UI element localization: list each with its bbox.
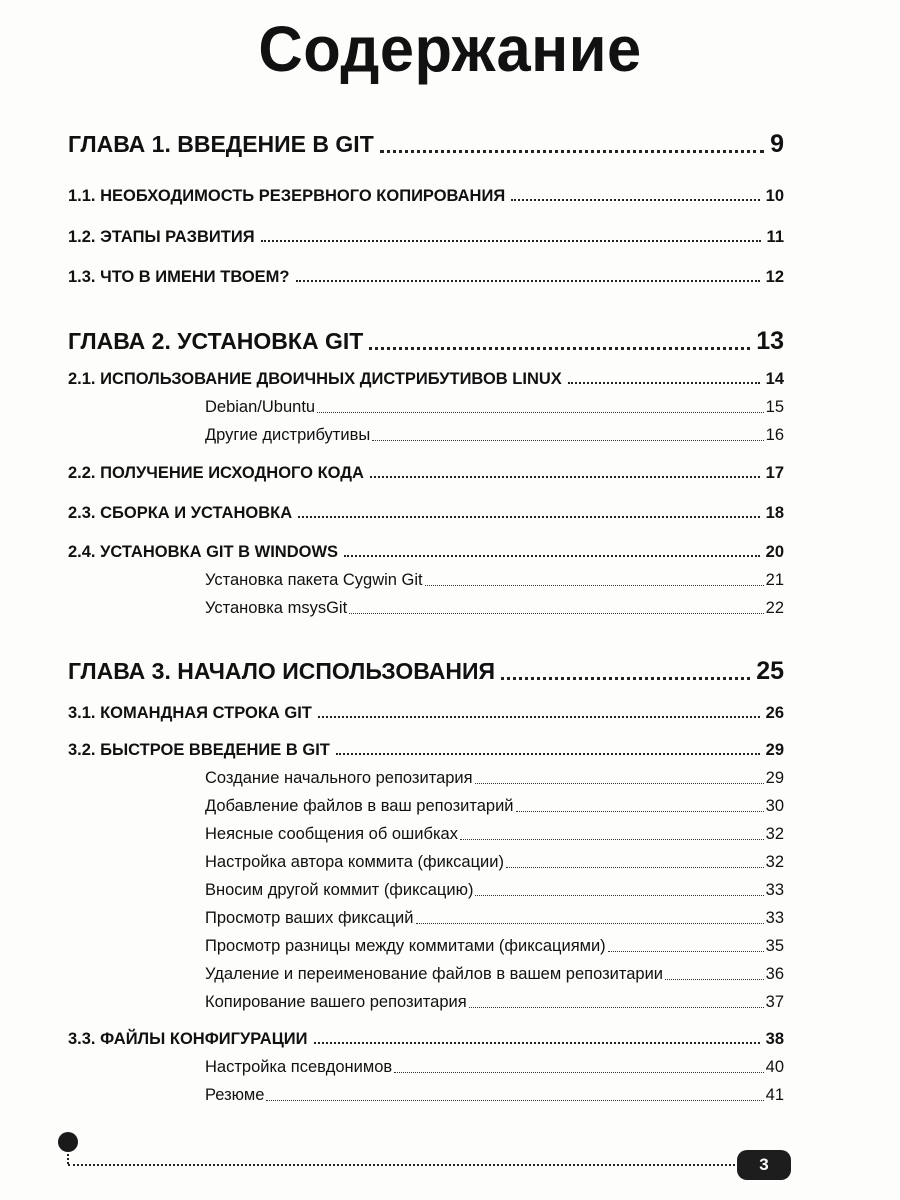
toc-page-number: 37 <box>765 993 784 1011</box>
toc-entry-title: Копирование вашего репозитария <box>205 993 467 1011</box>
dot-leader <box>296 279 760 282</box>
toc-page-number: 21 <box>765 571 784 589</box>
toc-sub <box>205 599 784 618</box>
toc-page-number: 29 <box>765 769 784 787</box>
dot-leader <box>318 715 760 718</box>
toc-sub <box>205 965 784 984</box>
dot-leader <box>425 584 764 586</box>
toc-entry-title: 3.3. ФАЙЛЫ КОНФИГУРАЦИИ <box>68 1030 308 1048</box>
toc-entry-title: Создание начального репозитария <box>205 769 473 787</box>
toc-entry-title: 1.3. ЧТО В ИМЕНИ ТВОЕМ? <box>68 268 290 286</box>
toc-entry-title: 2.2. ПОЛУЧЕНИЕ ИСХОДНОГО КОДА <box>68 464 364 482</box>
toc-entry-title: 3.2. БЫСТРОЕ ВВЕДЕНИЕ В GIT <box>68 741 330 759</box>
toc-page-number: 11 <box>766 228 784 246</box>
toc-sub <box>205 909 784 928</box>
toc-entry-title: 2.4. УСТАНОВКА GIT В WINDOWS <box>68 543 339 561</box>
footer-stem <box>67 1150 71 1164</box>
toc-page-number: 15 <box>765 398 784 416</box>
dot-leader <box>511 198 759 201</box>
dot-leader <box>460 838 764 840</box>
toc-page-number: 36 <box>765 965 784 983</box>
toc-sub <box>205 937 784 956</box>
toc-entry-title: Неясные сообщения об ошибках <box>205 825 458 843</box>
toc-page-number: 25 <box>756 657 784 685</box>
toc-entry-title: 2.1. ИСПОЛЬЗОВАНИЕ ДВОИЧНЫХ ДИСТРИБУТИВОВ LINUX <box>68 370 562 388</box>
toc-page-number: 30 <box>765 797 784 815</box>
toc-page-number: 12 <box>765 268 784 286</box>
dot-leader <box>317 411 764 413</box>
toc-page-number: 32 <box>765 853 784 871</box>
toc-sub <box>205 881 784 900</box>
toc-section <box>68 370 784 389</box>
toc-sub <box>205 993 784 1012</box>
toc-entry-title: 3.1. КОМАНДНАЯ СТРОКА GIT <box>68 704 312 722</box>
toc-chapter <box>68 130 784 159</box>
toc-entry-title: ГЛАВА 2. УСТАНОВКА GIT <box>68 328 364 354</box>
toc-entry-title: 2.3. СБОРКА И УСТАНОВКА <box>68 504 293 522</box>
toc-entry-title: Другие дистрибутивы <box>205 426 371 444</box>
toc-page-number: 17 <box>765 464 784 482</box>
toc-sub <box>205 769 784 788</box>
toc-entry-title: Просмотр ваших фиксаций <box>205 909 414 927</box>
toc-section <box>68 504 784 523</box>
dot-leader <box>501 676 750 680</box>
toc-page-number: 18 <box>765 504 784 522</box>
dot-leader <box>665 978 764 980</box>
toc-page-number: 35 <box>765 937 784 955</box>
dot-leader <box>349 612 763 614</box>
toc-section <box>68 704 784 723</box>
toc-page-number: 29 <box>765 741 784 759</box>
toc-page-number: 40 <box>765 1058 784 1076</box>
toc-section <box>68 187 784 206</box>
toc-page-number: 38 <box>765 1030 784 1048</box>
toc-page-number: 20 <box>765 543 784 561</box>
dot-leader <box>266 1099 763 1101</box>
toc-page-number: 10 <box>765 187 784 205</box>
dot-leader <box>469 1006 764 1008</box>
toc-entry-title: Установка msysGit <box>205 599 348 617</box>
dot-leader <box>416 922 764 924</box>
toc-sub <box>205 426 784 445</box>
toc-section <box>68 543 784 562</box>
toc-page-number: 41 <box>765 1086 784 1104</box>
page-title: Содержание <box>258 13 642 85</box>
dot-leader <box>506 866 764 868</box>
toc-chapter <box>68 327 784 356</box>
toc-entry-title: Настройка псевдонимов <box>205 1058 393 1076</box>
dot-leader <box>608 950 764 952</box>
page-number-badge: 3 <box>737 1150 791 1180</box>
toc-entry-title: 1.1. НЕОБХОДИМОСТЬ РЕЗЕРВНОГО КОПИРОВАНИЯ <box>68 187 506 205</box>
toc-page-number: 32 <box>765 825 784 843</box>
toc-page-number: 14 <box>765 370 784 388</box>
toc-page-number: 9 <box>770 130 784 158</box>
dot-leader <box>516 810 764 812</box>
bullet-icon <box>58 1132 78 1152</box>
toc-sub <box>205 797 784 816</box>
toc-entry-title: Установка пакета Cygwin Git <box>205 571 423 589</box>
toc-section <box>68 1030 784 1049</box>
toc-section <box>68 464 784 483</box>
toc-page-number: 33 <box>765 881 784 899</box>
dot-leader <box>568 381 760 384</box>
toc-section <box>68 228 784 247</box>
toc-sub <box>205 398 784 417</box>
dot-leader <box>394 1071 763 1073</box>
toc-section <box>68 741 784 760</box>
toc-entry-title: Добавление файлов в ваш репозитарий <box>205 797 514 815</box>
dot-leader <box>314 1041 760 1044</box>
toc-entry-title: ГЛАВА 3. НАЧАЛО ИСПОЛЬЗОВАНИЯ <box>68 658 496 684</box>
dot-leader <box>261 239 761 242</box>
dot-leader <box>372 439 763 441</box>
dot-leader <box>475 782 764 784</box>
toc-entry-title: Резюме <box>205 1086 265 1104</box>
toc-entry-title: ГЛАВА 1. ВВЕДЕНИЕ В GIT <box>68 131 374 157</box>
toc-page-number: 26 <box>765 704 784 722</box>
toc-sub <box>205 853 784 872</box>
dot-leader <box>369 346 750 350</box>
toc-entry-title: Настройка автора коммита (фиксации) <box>205 853 504 871</box>
toc-chapter <box>68 657 784 686</box>
dot-leader <box>344 554 760 557</box>
toc-entry-title: Просмотр разницы между коммитами (фиксациями) <box>205 937 606 955</box>
toc-sub <box>205 825 784 844</box>
toc-section <box>68 268 784 287</box>
toc-entry-title: Debian/Ubuntu <box>205 398 316 416</box>
dot-leader <box>380 149 764 153</box>
toc-page-number: 16 <box>765 426 784 444</box>
toc-page-number: 33 <box>765 909 784 927</box>
toc-sub <box>205 571 784 590</box>
toc-entry-title: Вносим другой коммит (фиксацию) <box>205 881 474 899</box>
dot-leader <box>336 752 760 755</box>
toc-page-number: 22 <box>765 599 784 617</box>
toc-sub <box>205 1058 784 1077</box>
toc-sub <box>205 1086 784 1105</box>
dot-leader <box>370 475 760 478</box>
dot-leader <box>475 894 763 896</box>
toc-entry-title: Удаление и переименование файлов в вашем репозитарии <box>205 965 664 983</box>
footer-dotted-rule <box>68 1164 735 1166</box>
toc-page-number: 13 <box>756 327 784 355</box>
toc-entry-title: 1.2. ЭТАПЫ РАЗВИТИЯ <box>68 228 255 246</box>
dot-leader <box>298 515 760 518</box>
